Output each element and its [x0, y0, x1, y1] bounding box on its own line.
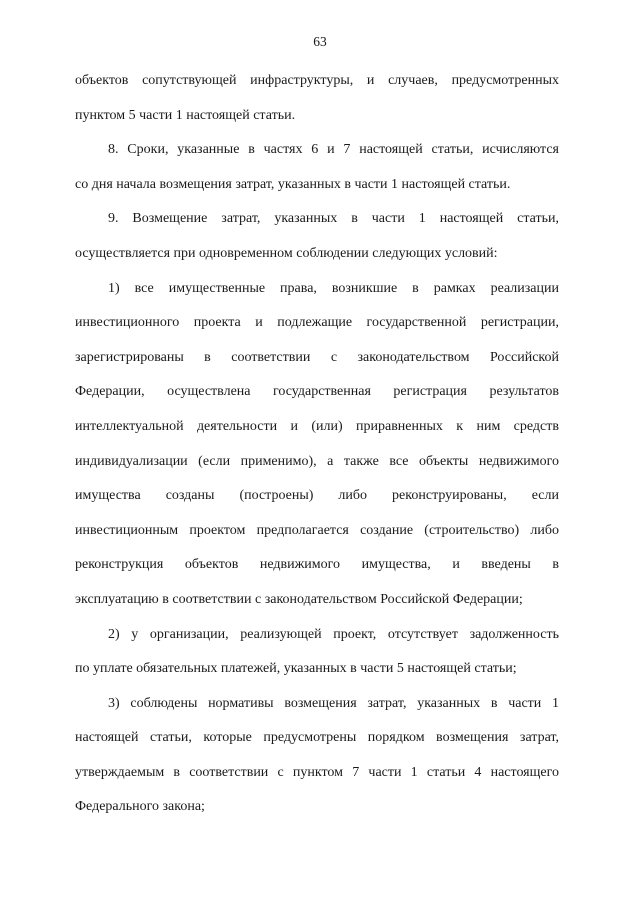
text-line: Федерального закона; — [75, 799, 205, 815]
document-body — [75, 70, 559, 831]
text-line: инвестиционным проектом предполагается создание (строительство) либо — [75, 522, 559, 538]
page-number: 63 — [313, 34, 327, 49]
text-line: интеллектуальной деятельности и (или) приравненных к ним средств — [75, 418, 559, 434]
text-line: Федерации, осуществлена государственная регистрация результатов — [75, 384, 559, 400]
text-line: зарегистрированы в соответствии с законодательством Российской — [75, 349, 559, 365]
text-line: имущества созданы (построены) либо реконструированы, если — [75, 488, 559, 504]
text-line: индивидуализации (если применимо), а также все объекты недвижимого — [75, 453, 559, 469]
text-line: настоящей статьи, которые предусмотрены порядком возмещения затрат, — [75, 730, 559, 746]
text-line: 8. Сроки, указанные в частях 6 и 7 настоящей статьи, исчисляются — [108, 142, 559, 158]
text-line: эксплуатацию в соответствии с законодательством Российской Федерации; — [75, 591, 523, 607]
text-line: 3) соблюдены нормативы возмещения затрат, указанных в части 1 — [108, 695, 559, 711]
text-line: утверждаемым в соответствии с пунктом 7 части 1 статьи 4 настоящего — [75, 764, 559, 780]
text-line: объектов сопутствующей инфраструктуры, и случаев, предусмотренных — [75, 73, 559, 88]
text-line: 9. Возмещение затрат, указанных в части 1 настоящей статьи, — [108, 211, 559, 227]
text-line: по уплате обязательных платежей, указанных в части 5 настоящей статьи; — [75, 661, 517, 677]
text-line: 2) у организации, реализующей проект, отсутствует задолженность — [108, 626, 559, 642]
text-line: со дня начала возмещения затрат, указанных в части 1 настоящей статьи. — [75, 176, 511, 192]
text-line: реконструкция объектов недвижимого имущества, и введены в — [75, 557, 559, 573]
text-line: осуществляется при одновременном соблюдении следующих условий: — [75, 245, 498, 261]
text-line: инвестиционного проекта и подлежащие государственной регистрации, — [75, 315, 559, 331]
text-line: пунктом 5 части 1 настоящей статьи. — [75, 107, 296, 123]
text-line: 1) все имущественные права, возникшие в рамках реализации — [108, 280, 559, 296]
